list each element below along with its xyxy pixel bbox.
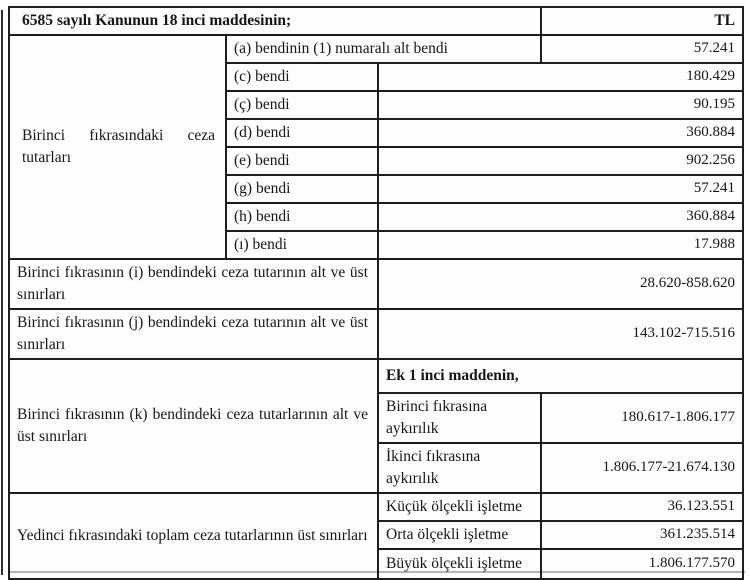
- scale-value-kucuk: 36.123.551: [541, 493, 743, 521]
- scale-label-orta: Orta ölçekli işletme: [378, 521, 541, 549]
- row-value-h: 360.884: [378, 203, 743, 231]
- row-value-e: 902.256: [378, 147, 743, 175]
- sub-label-birinci-fikra-aykirilik: Birinci fıkrasına aykırılık: [378, 393, 541, 443]
- sub-value-ikinci-fikra-aykirilik: 1.806.177-21.674.130: [541, 443, 743, 493]
- row-value-a: 57.241: [541, 35, 743, 63]
- range-value-i: 28.620-858.620: [378, 259, 743, 309]
- group-label-k-bendi: Birinci fıkrasının (k) bendindeki ceza tutarlarının alt ve üst sınırları: [9, 359, 378, 493]
- row-label-a: (a) bendinin (1) numaralı alt bendi: [226, 35, 541, 63]
- row-value-d: 360.884: [378, 119, 743, 147]
- scale-value-buyuk: 1.806.177.570: [541, 549, 743, 579]
- sub-label-ikinci-fikra-aykirilik: İkinci fıkrasına aykırılık: [378, 443, 541, 493]
- row-label-g: (g) bendi: [226, 175, 378, 203]
- range-label-i: Birinci fıkrasının (i) bendindeki ceza tutarının alt ve üst sınırları: [9, 259, 378, 309]
- table-title: 6585 sayılı Kanunun 18 inci maddesinin;: [9, 7, 541, 35]
- row-value-i-dotless: 17.988: [378, 231, 743, 259]
- page-edge-scan-line: [1, 10, 3, 575]
- row-value-c: 180.429: [378, 63, 743, 91]
- row-value-cc: 90.195: [378, 91, 743, 119]
- subtable-header-ek1: Ek 1 inci maddenin,: [378, 359, 743, 393]
- sub-value-birinci-fikra-aykirilik: 180.617-1.806.177: [541, 393, 743, 443]
- unit-header: TL: [541, 7, 743, 35]
- row-label-h: (h) bendi: [226, 203, 378, 231]
- row-label-e: (e) bendi: [226, 147, 378, 175]
- row-label-cc: (ç) bendi: [226, 91, 378, 119]
- row-label-i-dotless: (ı) bendi: [226, 231, 378, 259]
- range-value-j: 143.102-715.516: [378, 309, 743, 359]
- row-label-c: (c) bendi: [226, 63, 378, 91]
- range-label-j: Birinci fıkrasının (j) bendindeki ceza tutarının alt ve üst sınırları: [9, 309, 378, 359]
- scale-label-buyuk: Büyük ölçekli işletme: [378, 549, 541, 579]
- group-label-birinci-fikra: Birinci fıkrasındaki ceza tutarları: [9, 35, 226, 259]
- penalty-amounts-table: [8, 6, 744, 580]
- scale-value-orta: 361.235.514: [541, 521, 743, 549]
- row-value-g: 57.241: [378, 175, 743, 203]
- group-label-yedinci-fikra: Yedinci fıkrasındaki toplam ceza tutarlarının üst sınırları: [9, 493, 378, 579]
- scale-label-kucuk: Küçük ölçekli işletme: [378, 493, 541, 521]
- row-label-d: (d) bendi: [226, 119, 378, 147]
